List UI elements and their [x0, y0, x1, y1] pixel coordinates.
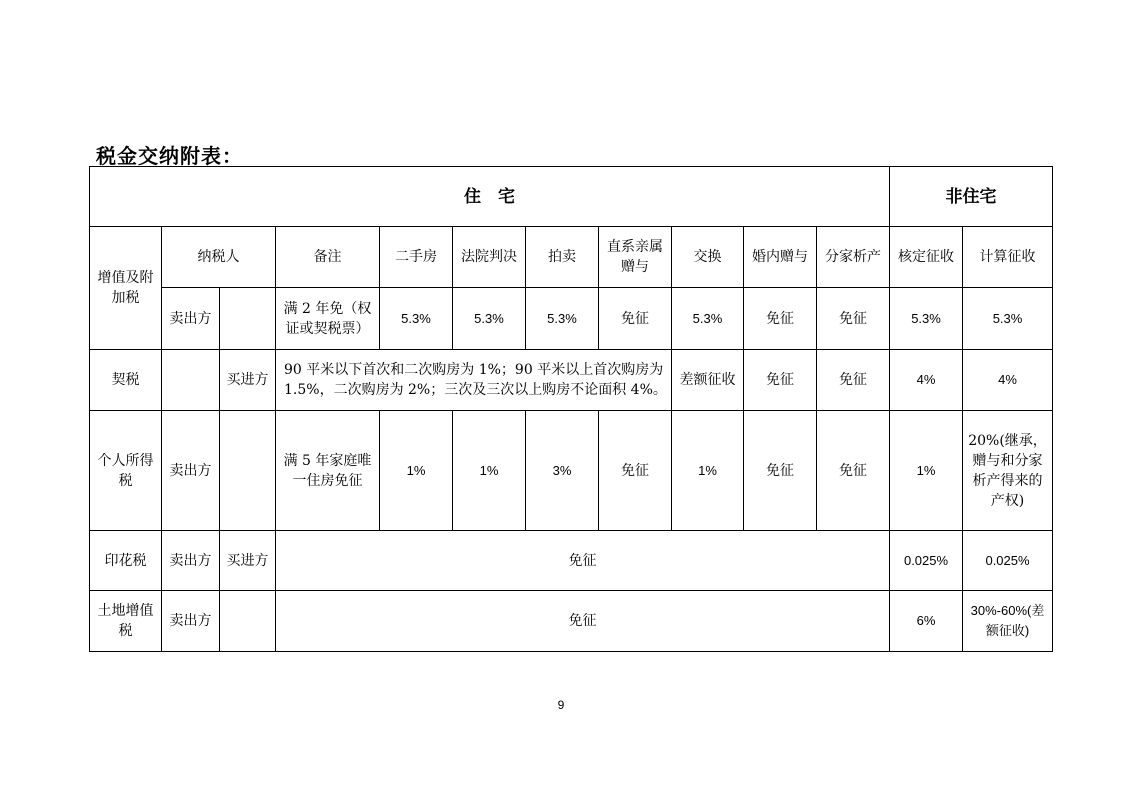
exchange-header: 交换	[672, 227, 744, 288]
land-residential: 免征	[276, 591, 890, 652]
auction-header: 拍卖	[526, 227, 599, 288]
court-ruling-header: 法院判决	[453, 227, 526, 288]
deed-seller-empty	[162, 350, 220, 411]
vat-marital-gift: 免征	[744, 288, 817, 350]
marital-gift-header: 婚内赠与	[744, 227, 817, 288]
tax-table	[89, 166, 1053, 652]
vat-remark: 满 2 年免（权证或契税票）	[276, 288, 380, 350]
vat-exchange: 5.3%	[672, 288, 744, 350]
income-marital-gift: 免征	[744, 411, 817, 531]
vat-buyer-empty	[220, 288, 276, 350]
deed-assessed: 4%	[890, 350, 963, 411]
remarks-header: 备注	[276, 227, 380, 288]
income-exchange: 1%	[672, 411, 744, 531]
land-row-name: 土地增值税	[90, 591, 162, 652]
vat-auction: 5.3%	[526, 288, 599, 350]
income-row-name: 个人所得税	[90, 411, 162, 531]
stamp-row-name: 印花税	[90, 531, 162, 591]
income-court-ruling: 1%	[453, 411, 526, 531]
page-title: 税金交纳附表：	[96, 144, 243, 168]
vat-row-name: 增值及附加税	[90, 227, 162, 350]
page-number: 9	[557, 698, 565, 712]
family-split-header: 分家析产	[817, 227, 890, 288]
income-relative-gift: 免征	[599, 411, 672, 531]
deed-marital-gift: 免征	[744, 350, 817, 411]
deed-calculated: 4%	[963, 350, 1053, 411]
vat-second-hand: 5.3%	[380, 288, 453, 350]
stamp-calculated: 0.025%	[963, 531, 1053, 591]
relative-gift-header: 直系亲属赠与	[599, 227, 672, 288]
land-assessed: 6%	[890, 591, 963, 652]
vat-seller: 卖出方	[162, 288, 220, 350]
income-seller: 卖出方	[162, 411, 220, 531]
income-calculated: 20%(继承，赠与和分家析产得来的产权)	[963, 411, 1053, 531]
residential-header: 住 宅	[90, 167, 890, 227]
income-assessed: 1%	[890, 411, 963, 531]
deed-family-split: 免征	[817, 350, 890, 411]
income-buyer-empty	[220, 411, 276, 531]
taxpayer-header: 纳税人	[162, 227, 276, 288]
stamp-assessed: 0.025%	[890, 531, 963, 591]
vat-relative-gift: 免征	[599, 288, 672, 350]
deed-buyer: 买进方	[220, 350, 276, 411]
income-second-hand: 1%	[380, 411, 453, 531]
stamp-seller: 卖出方	[162, 531, 220, 591]
stamp-buyer: 买进方	[220, 531, 276, 591]
land-buyer-empty	[220, 591, 276, 652]
stamp-residential: 免征	[276, 531, 890, 591]
land-seller: 卖出方	[162, 591, 220, 652]
income-remark: 满 5 年家庭唯一住房免征	[276, 411, 380, 531]
deed-exchange: 差额征收	[672, 350, 744, 411]
deed-remark: 90 平米以下首次和二次购房为 1%；90 平米以上首次购房为 1.5%，二次购房为 2%；三次及三次以上购房不论面积 4%。	[276, 350, 672, 411]
income-family-split: 免征	[817, 411, 890, 531]
vat-family-split: 免征	[817, 288, 890, 350]
land-calculated: 30%-60%(差额征收)	[963, 591, 1053, 652]
assessed-header: 核定征收	[890, 227, 963, 288]
vat-calculated: 5.3%	[963, 288, 1053, 350]
deed-row-name: 契税	[90, 350, 162, 411]
second-hand-header: 二手房	[380, 227, 453, 288]
vat-assessed: 5.3%	[890, 288, 963, 350]
income-auction: 3%	[526, 411, 599, 531]
non-residential-header: 非住宅	[890, 167, 1053, 227]
calculated-header: 计算征收	[963, 227, 1053, 288]
vat-court-ruling: 5.3%	[453, 288, 526, 350]
